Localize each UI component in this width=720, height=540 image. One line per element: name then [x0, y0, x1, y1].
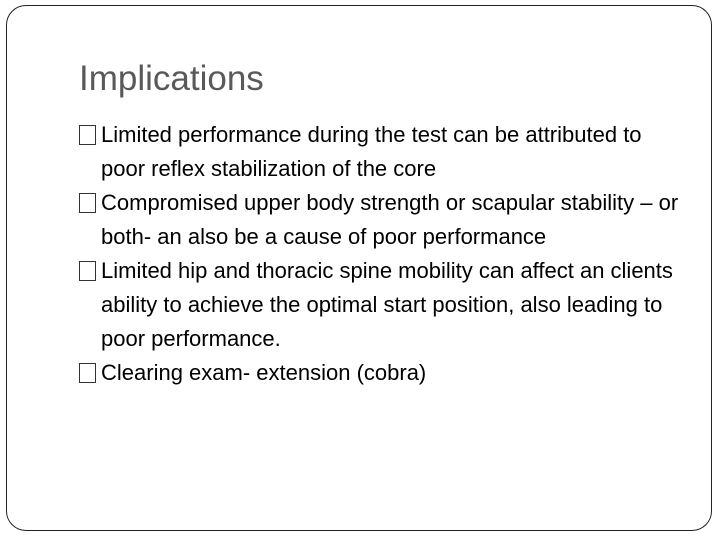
bullet-text: Limited performance during the test can be attributed to poor reflex stabilization of the core: [101, 122, 642, 181]
bullet-item: [79, 356, 689, 390]
bullet-text: Clearing exam- extension (cobra): [101, 360, 427, 385]
bullet-item: [79, 118, 689, 186]
bullet-text: Compromised upper body strength or scapular stability – or both- an also be a cause of poor performance: [101, 190, 679, 249]
bullet-box-icon: [79, 125, 96, 145]
bullet-box-icon: [79, 193, 96, 213]
bullet-box-icon: [79, 363, 96, 383]
slide-title: Implications: [79, 59, 264, 98]
bullet-item: [79, 254, 689, 356]
bullet-list: [79, 118, 689, 390]
bullet-box-icon: [79, 261, 96, 281]
bullet-item: [79, 186, 689, 254]
bullet-text: Limited hip and thoracic spine mobility can affect an clients ability to achieve the optimal start position, also leading to poor performance.: [101, 258, 673, 351]
